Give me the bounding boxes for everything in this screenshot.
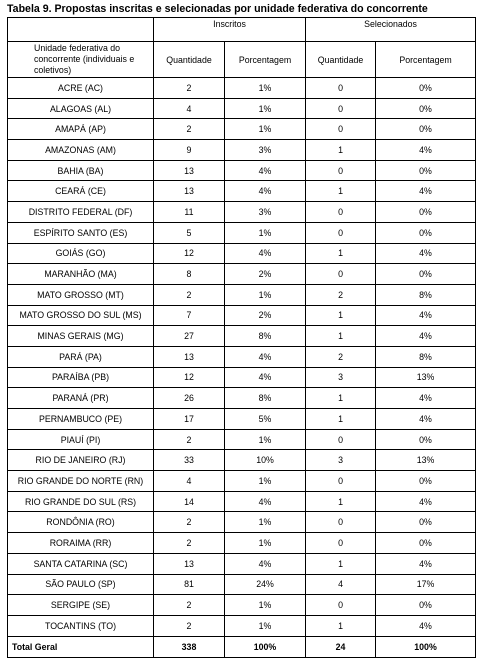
cell-inscritos-quantidade: 14 xyxy=(154,491,225,512)
cell-selecionados-quantidade: 1 xyxy=(306,326,376,347)
cell-inscritos-porcentagem: 4% xyxy=(225,491,306,512)
cell-inscritos-quantidade: 2 xyxy=(154,595,225,616)
cell-uf: PERNAMBUCO (PE) xyxy=(8,409,154,430)
cell-selecionados-quantidade: 1 xyxy=(306,388,376,409)
cell-inscritos-quantidade: 9 xyxy=(154,140,225,161)
cell-inscritos-quantidade: 2 xyxy=(154,615,225,636)
table-row xyxy=(8,264,476,285)
column-header-inscritos-porcentagem: Porcentagem xyxy=(225,42,306,78)
cell-selecionados-porcentagem: 4% xyxy=(376,615,476,636)
cell-uf: SÃO PAULO (SP) xyxy=(8,574,154,595)
cell-uf: SANTA CATARINA (SC) xyxy=(8,553,154,574)
cell-selecionados-porcentagem: 0% xyxy=(376,512,476,533)
cell-selecionados-quantidade: 1 xyxy=(306,305,376,326)
column-header-selecionados-porcentagem: Porcentagem xyxy=(376,42,476,78)
cell-selecionados-porcentagem: 0% xyxy=(376,471,476,492)
table-caption: Tabela 9. Propostas inscritas e selecionadas por unidade federativa do concorrente xyxy=(7,3,428,15)
cell-inscritos-quantidade: 2 xyxy=(154,512,225,533)
cell-uf: GOIÁS (GO) xyxy=(8,243,154,264)
cell-selecionados-porcentagem: 8% xyxy=(376,284,476,305)
cell-selecionados-quantidade: 0 xyxy=(306,98,376,119)
cell-selecionados-porcentagem: 4% xyxy=(376,305,476,326)
cell-inscritos-quantidade: 33 xyxy=(154,450,225,471)
table-row xyxy=(8,160,476,181)
cell-selecionados-quantidade: 0 xyxy=(306,160,376,181)
cell-inscritos-porcentagem: 8% xyxy=(225,388,306,409)
cell-inscritos-porcentagem: 4% xyxy=(225,243,306,264)
table-row xyxy=(8,98,476,119)
cell-inscritos-quantidade: 13 xyxy=(154,346,225,367)
cell-selecionados-quantidade: 0 xyxy=(306,533,376,554)
cell-uf: PIAUÍ (PI) xyxy=(8,429,154,450)
cell-uf: PARANÁ (PR) xyxy=(8,388,154,409)
cell-inscritos-porcentagem: 10% xyxy=(225,450,306,471)
total-inscritos-quantidade: 338 xyxy=(154,636,225,657)
table-body xyxy=(8,78,476,637)
table-row xyxy=(8,533,476,554)
cell-selecionados-porcentagem: 4% xyxy=(376,326,476,347)
cell-selecionados-quantidade: 3 xyxy=(306,450,376,471)
cell-inscritos-porcentagem: 2% xyxy=(225,305,306,326)
column-header-inscritos-quantidade: Quantidade xyxy=(154,42,225,78)
table-row xyxy=(8,181,476,202)
cell-inscritos-porcentagem: 1% xyxy=(225,595,306,616)
cell-inscritos-quantidade: 2 xyxy=(154,533,225,554)
table-row xyxy=(8,367,476,388)
cell-inscritos-quantidade: 2 xyxy=(154,284,225,305)
cell-selecionados-quantidade: 1 xyxy=(306,491,376,512)
cell-selecionados-quantidade: 0 xyxy=(306,222,376,243)
cell-inscritos-porcentagem: 1% xyxy=(225,78,306,99)
cell-inscritos-quantidade: 5 xyxy=(154,222,225,243)
column-header-uf: Unidade federativa do concorrente (individuais e coletivos) xyxy=(8,42,154,78)
cell-inscritos-quantidade: 13 xyxy=(154,553,225,574)
cell-inscritos-porcentagem: 4% xyxy=(225,346,306,367)
cell-uf: SERGIPE (SE) xyxy=(8,595,154,616)
cell-selecionados-quantidade: 0 xyxy=(306,471,376,492)
group-header-selecionados: Selecionados xyxy=(306,18,476,42)
table-row xyxy=(8,222,476,243)
cell-uf: MATO GROSSO DO SUL (MS) xyxy=(8,305,154,326)
cell-selecionados-porcentagem: 0% xyxy=(376,222,476,243)
cell-inscritos-porcentagem: 3% xyxy=(225,202,306,223)
table-row xyxy=(8,202,476,223)
cell-uf: ESPÍRITO SANTO (ES) xyxy=(8,222,154,243)
uf-proposals-table xyxy=(7,17,476,658)
table-row xyxy=(8,326,476,347)
cell-selecionados-quantidade: 2 xyxy=(306,346,376,367)
table-row xyxy=(8,78,476,99)
cell-inscritos-quantidade: 8 xyxy=(154,264,225,285)
cell-uf: BAHIA (BA) xyxy=(8,160,154,181)
table-column-header-row xyxy=(8,42,476,78)
cell-selecionados-quantidade: 0 xyxy=(306,595,376,616)
table-row xyxy=(8,595,476,616)
table-row xyxy=(8,450,476,471)
cell-inscritos-porcentagem: 4% xyxy=(225,181,306,202)
cell-selecionados-porcentagem: 8% xyxy=(376,346,476,367)
cell-uf: RORAIMA (RR) xyxy=(8,533,154,554)
table-row xyxy=(8,615,476,636)
table-row xyxy=(8,346,476,367)
cell-inscritos-porcentagem: 1% xyxy=(225,119,306,140)
cell-inscritos-porcentagem: 1% xyxy=(225,429,306,450)
cell-inscritos-porcentagem: 1% xyxy=(225,222,306,243)
cell-inscritos-quantidade: 7 xyxy=(154,305,225,326)
cell-selecionados-porcentagem: 0% xyxy=(376,429,476,450)
table-row xyxy=(8,243,476,264)
cell-uf: AMAZONAS (AM) xyxy=(8,140,154,161)
cell-selecionados-porcentagem: 4% xyxy=(376,181,476,202)
cell-inscritos-quantidade: 13 xyxy=(154,181,225,202)
cell-inscritos-quantidade: 17 xyxy=(154,409,225,430)
cell-inscritos-quantidade: 27 xyxy=(154,326,225,347)
cell-uf: RIO GRANDE DO SUL (RS) xyxy=(8,491,154,512)
cell-inscritos-porcentagem: 4% xyxy=(225,367,306,388)
cell-selecionados-porcentagem: 4% xyxy=(376,388,476,409)
column-header-selecionados-quantidade: Quantidade xyxy=(306,42,376,78)
cell-inscritos-porcentagem: 1% xyxy=(225,615,306,636)
table-row xyxy=(8,409,476,430)
cell-selecionados-quantidade: 1 xyxy=(306,181,376,202)
cell-inscritos-porcentagem: 8% xyxy=(225,326,306,347)
cell-uf: TOCANTINS (TO) xyxy=(8,615,154,636)
cell-inscritos-quantidade: 2 xyxy=(154,78,225,99)
cell-selecionados-porcentagem: 13% xyxy=(376,367,476,388)
cell-selecionados-porcentagem: 0% xyxy=(376,98,476,119)
cell-inscritos-porcentagem: 1% xyxy=(225,533,306,554)
cell-selecionados-quantidade: 0 xyxy=(306,512,376,533)
cell-selecionados-porcentagem: 17% xyxy=(376,574,476,595)
cell-selecionados-porcentagem: 0% xyxy=(376,119,476,140)
cell-inscritos-quantidade: 12 xyxy=(154,243,225,264)
cell-inscritos-quantidade: 4 xyxy=(154,471,225,492)
cell-selecionados-porcentagem: 0% xyxy=(376,595,476,616)
cell-uf: AMAPÁ (AP) xyxy=(8,119,154,140)
cell-inscritos-porcentagem: 1% xyxy=(225,471,306,492)
cell-uf: MINAS GERAIS (MG) xyxy=(8,326,154,347)
cell-selecionados-quantidade: 0 xyxy=(306,78,376,99)
cell-selecionados-porcentagem: 4% xyxy=(376,243,476,264)
table-row xyxy=(8,574,476,595)
cell-inscritos-quantidade: 2 xyxy=(154,119,225,140)
cell-inscritos-quantidade: 26 xyxy=(154,388,225,409)
cell-uf: PARÁ (PA) xyxy=(8,346,154,367)
cell-selecionados-quantidade: 1 xyxy=(306,140,376,161)
total-inscritos-porcentagem: 100% xyxy=(225,636,306,657)
table-group-header-row xyxy=(8,18,476,42)
cell-selecionados-quantidade: 0 xyxy=(306,119,376,140)
cell-selecionados-quantidade: 0 xyxy=(306,202,376,223)
cell-uf: ALAGOAS (AL) xyxy=(8,98,154,119)
cell-selecionados-quantidade: 0 xyxy=(306,429,376,450)
table-row xyxy=(8,284,476,305)
cell-selecionados-quantidade: 2 xyxy=(306,284,376,305)
cell-uf: ACRE (AC) xyxy=(8,78,154,99)
cell-uf: RONDÔNIA (RO) xyxy=(8,512,154,533)
cell-selecionados-porcentagem: 4% xyxy=(376,491,476,512)
cell-inscritos-quantidade: 13 xyxy=(154,160,225,181)
cell-uf: RIO DE JANEIRO (RJ) xyxy=(8,450,154,471)
table-row xyxy=(8,512,476,533)
table-row xyxy=(8,491,476,512)
cell-selecionados-porcentagem: 4% xyxy=(376,553,476,574)
cell-uf: PARAÍBA (PB) xyxy=(8,367,154,388)
cell-uf: DISTRITO FEDERAL (DF) xyxy=(8,202,154,223)
cell-inscritos-quantidade: 11 xyxy=(154,202,225,223)
table-row xyxy=(8,305,476,326)
cell-selecionados-quantidade: 4 xyxy=(306,574,376,595)
cell-selecionados-quantidade: 3 xyxy=(306,367,376,388)
cell-inscritos-porcentagem: 4% xyxy=(225,160,306,181)
cell-selecionados-porcentagem: 0% xyxy=(376,160,476,181)
cell-inscritos-quantidade: 4 xyxy=(154,98,225,119)
group-header-inscritos: Inscritos xyxy=(154,18,306,42)
table-row xyxy=(8,553,476,574)
total-selecionados-porcentagem: 100% xyxy=(376,636,476,657)
cell-selecionados-quantidade: 1 xyxy=(306,243,376,264)
cell-selecionados-quantidade: 1 xyxy=(306,615,376,636)
cell-selecionados-porcentagem: 0% xyxy=(376,78,476,99)
cell-selecionados-quantidade: 0 xyxy=(306,264,376,285)
total-row xyxy=(8,636,476,657)
cell-inscritos-porcentagem: 5% xyxy=(225,409,306,430)
table-row xyxy=(8,119,476,140)
cell-selecionados-quantidade: 1 xyxy=(306,553,376,574)
cell-selecionados-porcentagem: 13% xyxy=(376,450,476,471)
cell-uf: RIO GRANDE DO NORTE (RN) xyxy=(8,471,154,492)
cell-inscritos-porcentagem: 4% xyxy=(225,553,306,574)
cell-uf: MATO GROSSO (MT) xyxy=(8,284,154,305)
table-row xyxy=(8,388,476,409)
cell-uf: MARANHÃO (MA) xyxy=(8,264,154,285)
cell-selecionados-porcentagem: 0% xyxy=(376,533,476,554)
total-selecionados-quantidade: 24 xyxy=(306,636,376,657)
cell-inscritos-porcentagem: 2% xyxy=(225,264,306,285)
cell-selecionados-quantidade: 1 xyxy=(306,409,376,430)
header-empty-cell xyxy=(8,18,154,42)
cell-selecionados-porcentagem: 4% xyxy=(376,140,476,161)
table-row xyxy=(8,471,476,492)
cell-inscritos-porcentagem: 1% xyxy=(225,512,306,533)
cell-selecionados-porcentagem: 0% xyxy=(376,202,476,223)
cell-inscritos-porcentagem: 1% xyxy=(225,284,306,305)
cell-selecionados-porcentagem: 4% xyxy=(376,409,476,430)
cell-inscritos-porcentagem: 3% xyxy=(225,140,306,161)
table-row xyxy=(8,429,476,450)
cell-selecionados-porcentagem: 0% xyxy=(376,264,476,285)
table-row xyxy=(8,140,476,161)
cell-inscritos-quantidade: 81 xyxy=(154,574,225,595)
cell-inscritos-porcentagem: 1% xyxy=(225,98,306,119)
cell-inscritos-quantidade: 2 xyxy=(154,429,225,450)
cell-uf: CEARÁ (CE) xyxy=(8,181,154,202)
cell-inscritos-quantidade: 12 xyxy=(154,367,225,388)
cell-inscritos-porcentagem: 24% xyxy=(225,574,306,595)
total-label: Total Geral xyxy=(8,636,154,657)
